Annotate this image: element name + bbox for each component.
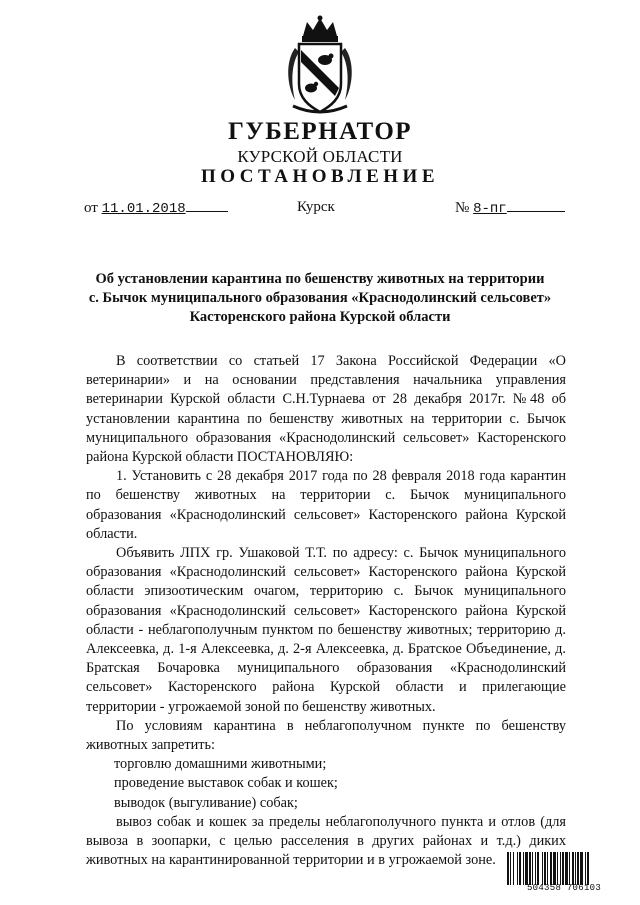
date-value: 11.01.2018 [101, 201, 186, 217]
doc-region: КУРСКОЙ ОБЛАСТИ [237, 147, 403, 166]
doc-city: Курск [297, 199, 335, 215]
doc-date [84, 199, 228, 217]
number-value: 8-пг [473, 201, 507, 217]
doc-title: ГУБЕРНАТОР [227, 118, 413, 145]
subject-line: с. Бычок муниципального образования «Краснодолинский сельсовет» [88, 290, 552, 306]
barcode-icon [507, 852, 619, 885]
number-prefix: № [455, 200, 470, 216]
paragraph-declare: Объявить ЛПХ гр. Ушаковой Т.Т. по адресу: с. Бычок муниципального образования «Краснодолинский сельсовет» Касторенского района Курской области эпизоотическим очагом, территорию с. Бычок муниципального образования «Краснодолинский сельсовет» Касторенского района Курской области - неблагополучным пунктом по бешенству животных; территорию д. Алексеевка, д. 1-я Алексеевка, д. 2-я Алексеевка, д. Братское Объединение, д. Братская Бочаровка муниципального образования «Краснодолинский сельсовет» Касторенского района Курской области и прилегающие территории - угрожаемой зоной по бешенству животных. [86, 545, 566, 715]
number-underline [507, 199, 565, 212]
doc-type: ПОСТАНОВЛЕНИЕ [200, 166, 440, 187]
barcode-number: 504358 706103 [526, 883, 602, 893]
paragraph-item-1: 1. Установить с 28 декабря 2017 года по 28 февраля 2018 года карантин по бешенству животных на территории с. Бычок муниципального образования «Краснодолинский сельсовет» Касторенского района Курской области. [86, 468, 566, 542]
doc-subject [60, 270, 580, 327]
paragraph-prohibit: По условиям карантина в неблагополучном пункте по бешенству животных запретить: [86, 717, 566, 754]
doc-number [455, 199, 565, 217]
subject-line: Об установлении карантина по бешенству животных на территории [95, 271, 545, 287]
kursk-coat-of-arms-icon [281, 14, 359, 116]
doc-body [86, 352, 566, 870]
prohibit-item: торговлю домашними животными; [114, 756, 327, 773]
paragraph-export: вывоз собак и кошек за пределы неблагополучного пункта и отлов (для вывоза в зоопарки, с целью расселения в других районах и т.д.) диких животных на карантинированной территории и в угрожаемой зоне. [86, 813, 566, 869]
date-prefix: от [84, 200, 98, 216]
date-underline [186, 199, 228, 212]
prohibit-item: выводок (выгуливание) собак; [114, 794, 298, 811]
subject-line: Касторенского района Курской области [189, 309, 451, 325]
prohibit-item: проведение выставок собак и кошек; [114, 775, 338, 792]
paragraph-preamble: В соответствии со статьей 17 Закона Российской Федерации «О ветеринарии» и на основании представления начальника управления ветеринарии Курской области С.Н.Турнаева от 28 декабря 2017г. №48 об установлении карантина по бешенству животных на территории с. Бычок муниципального образования «Краснодолинский сельсовет» Касторенского района Курской области ПОСТАНОВЛЯЮ: [86, 353, 566, 466]
